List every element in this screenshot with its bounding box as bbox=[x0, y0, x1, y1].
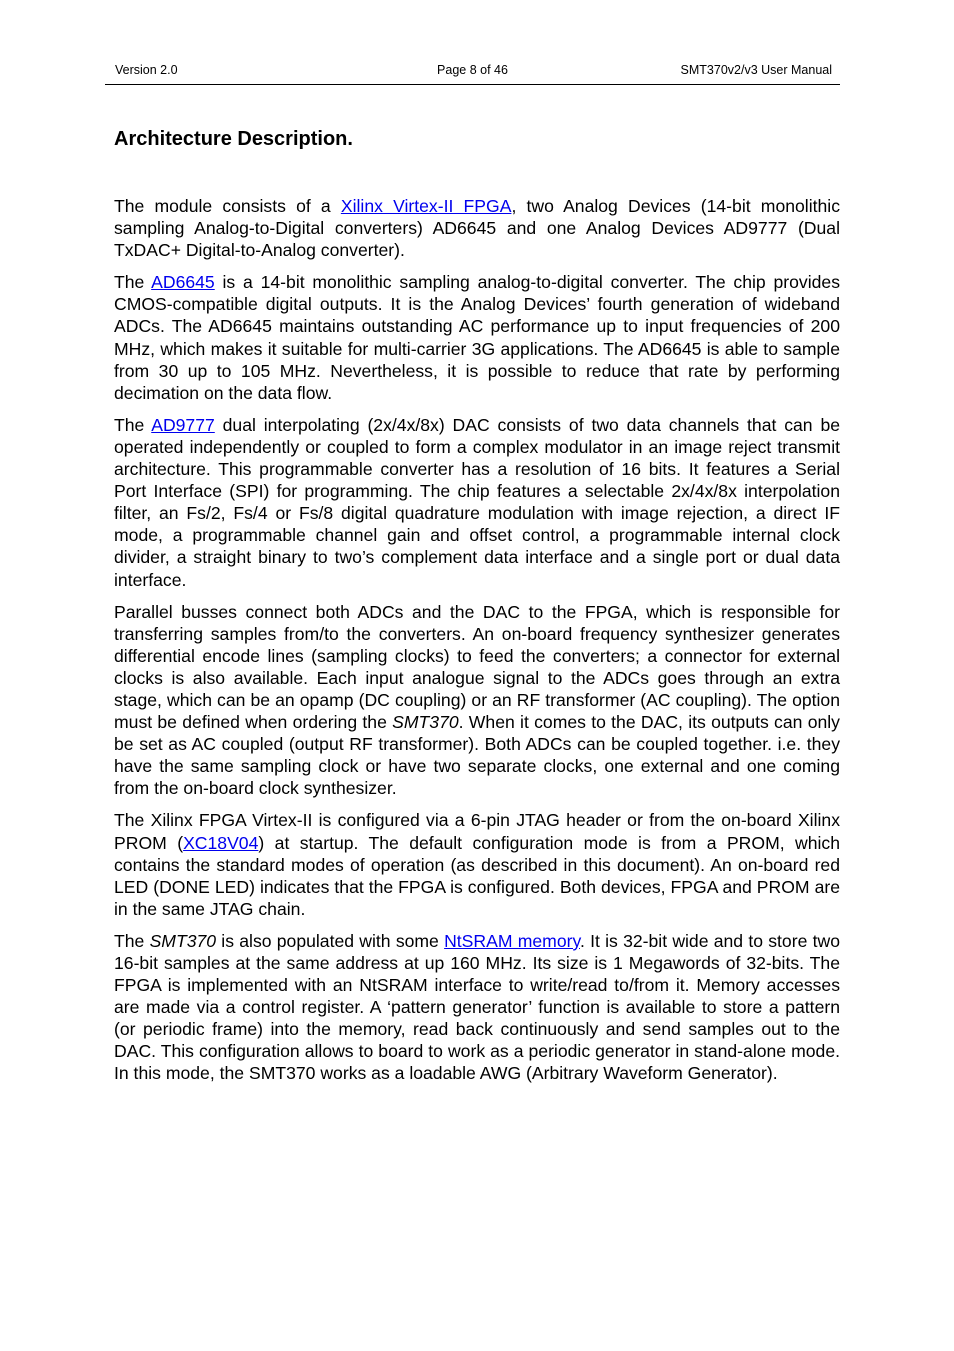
link-xc18v04[interactable]: XC18V04 bbox=[183, 832, 259, 853]
paragraph-ntsram-memory bbox=[114, 930, 840, 1085]
link-ntsram-memory[interactable]: NtSRAM memory bbox=[444, 930, 580, 951]
emphasis-smt370: SMT370 bbox=[392, 712, 459, 733]
link-ad9777[interactable]: AD9777 bbox=[151, 414, 215, 435]
section-heading: Architecture Description. bbox=[114, 128, 353, 150]
text: The Xilinx FPGA Virtex-II is configured via a 6-pin JTAG header or from the on-board Xilinx PROM ( bbox=[114, 810, 840, 853]
text: , two Analog Devices (14-bit monolithic sampling Analog-to-Digital converters) AD6645 and one Analog Devices AD9777 (Dual TxDAC+ Digital-to-Analog converter). bbox=[114, 196, 840, 261]
text: The bbox=[114, 272, 152, 293]
document-body bbox=[114, 195, 840, 1095]
text: is also populated with some bbox=[216, 930, 445, 951]
page-header bbox=[105, 62, 840, 85]
paragraph-fpga-configuration bbox=[114, 809, 840, 919]
paragraph-ad6645 bbox=[114, 271, 840, 404]
text: The module consists of a bbox=[114, 196, 341, 216]
link-ad6645[interactable]: AD6645 bbox=[151, 272, 215, 293]
text: dual interpolating (2x/4x/8x) DAC consists of two data channels that can be operated independently or coupled to form a complex modulator in an image reject transmit architecture. This programmable converter has a resolution of 16 bits. It features a Serial Port Interface (SPI) for programming. The chip features a selectable 2x/4x/8x interpolation filter, an Fs/2, Fs/4 or Fs/8 digital quadrature modulation with image rejection, a direct IF mode, a programmable channel gain and offset control, a programmable internal clock divider, a straight binary to two’s complement data interface and a single port or dual data interface. bbox=[114, 414, 841, 590]
text: . When it comes to the DAC, its outputs can only be set as AC coupled (output RF transformer). Both ADCs can be coupled together. i.e. they have the same sampling clock or have two separate clocks, one external and one coming from the on-board clock synthesizer. bbox=[114, 712, 840, 799]
text: is a 14-bit monolithic sampling analog-to-digital converter. The chip provides CMOS-compatible digital outputs. It is the Analog Devices’ fourth generation of wideband ADCs. The AD6645 maintains outstanding AC performance up to input frequencies of 200 MHz, which makes it suitable for multi-carrier 3G applications. The AD6645 is able to sample from 30 up to 105 MHz. Nevertheless, it is possible to reduce that rate by performing decimation on the data flow. bbox=[114, 272, 840, 403]
text: The bbox=[114, 414, 152, 435]
header-doc-title: SMT370v2/v3 User Manual bbox=[680, 63, 832, 77]
paragraph-parallel-busses bbox=[114, 601, 840, 800]
text: ) at startup. The default configuration mode is from a PROM, which contains the standard modes of operation (as described in this document). An on-board red LED (DONE LED) indicates that the FPGA is configured. Both devices, FPGA and PROM are in the same JTAG chain. bbox=[114, 832, 840, 919]
header-page-number: Page 8 of 46 bbox=[437, 63, 508, 77]
text: Parallel busses connect both ADCs and the DAC to the FPGA, which is responsible for transferring samples from/to the converters. An on-board frequency synthesizer generates differential encode lines (sampling clocks) to feed the converters; a connector for external clocks is also available. Each input analogue signal to the ADCs goes through an extra stage, which can be an opamp (DC coupling) or an RF transformer (AC coupling). The option must be defined when ordering the bbox=[114, 601, 840, 733]
header-version: Version 2.0 bbox=[115, 63, 178, 77]
link-xilinx-virtex-ii-fpga[interactable]: Xilinx Virtex-II FPGA bbox=[340, 196, 512, 216]
paragraph-ad9777 bbox=[114, 414, 840, 591]
emphasis-smt370: SMT370 bbox=[149, 930, 217, 951]
text: . It is 32-bit wide and to store two 16-bit samples at the same address at up 160 MHz. Its size is 1 Megawords of 32-bits. The FPGA is implemented with an NtSRAM interface to write/read to/from it. Memory accesses are made via a control register. A ‘pattern generator’ function is available to store a pattern (or periodic frame) into the memory, read back continuously and send samples out to the DAC. This configuration allows to board to work as a periodic generator in stand-alone mode. In this mode, the SMT370 works as a loadable AWG (Arbitrary Waveform Generator). bbox=[114, 930, 840, 1084]
text: The bbox=[114, 930, 150, 951]
paragraph-module-overview bbox=[114, 195, 840, 261]
